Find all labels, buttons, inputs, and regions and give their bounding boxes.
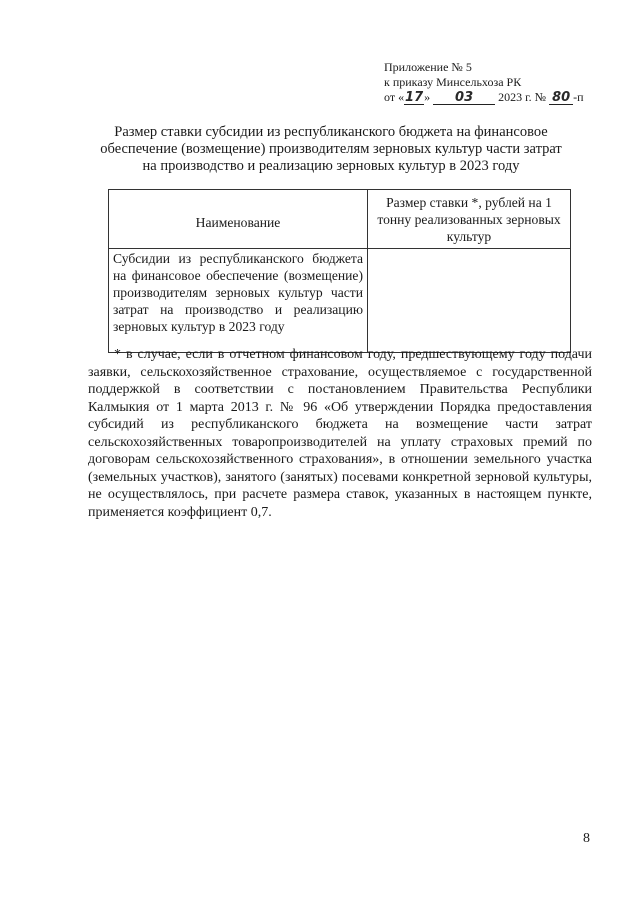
header-rate: Размер ставки *, рублей на 1 тонну реализованных зерновых культур xyxy=(368,190,571,249)
row-rate-cell xyxy=(368,249,571,353)
appendix-order-ref: к приказу Минсельхоза РК xyxy=(384,75,522,89)
order-suffix: -п xyxy=(573,90,584,104)
appendix-title: Приложение № 5 xyxy=(384,60,472,74)
row-name-cell: Субсидии из республиканского бюджета на финансовое обеспечение (возмещение) производителям зерновых культур части затрат на производство и реализацию зерновых культур в 2023 году xyxy=(109,249,368,353)
date-mid: » xyxy=(424,90,431,104)
appendix-date-line xyxy=(384,90,584,105)
table-row xyxy=(109,249,571,353)
page-number: 8 xyxy=(583,831,590,846)
date-day: 17 xyxy=(405,90,424,105)
date-month: 03 xyxy=(433,91,495,105)
appendix-header xyxy=(384,60,584,105)
footnote: * в случае, если в отчетном финансовом году, предшествующему году подачи заявки, сельскохозяйственное страхование, осуществляемое с государственной поддержкой в соответствии с постановлением Правительства Республики Калмыкия от 1 марта 2013 г. № 96 «Об утверждении Порядка предоставления субсидий из республиканского бюджета на возмещение части затрат сельскохозяйственных товаропроизводителей на уплату страховых премий по договорам сельскохозяйственного страхования», в отношении земельного участка (земельных участков), занятого (занятых) посевами конкретной зерновой культуры, не осуществлялось, при расчете размера ставок, указанных в настоящем пункте, применяется коэффициент 0,7. xyxy=(88,347,592,520)
table-header-row xyxy=(109,190,571,249)
order-number: 80 xyxy=(549,91,573,105)
document-title: Размер ставки субсидии из республиканского бюджета на финансовое обеспечение (возмещение) производителям зерновых культур части затрат на производство и реализацию зерновых культур в 2023 году xyxy=(100,124,562,174)
header-name: Наименование xyxy=(109,190,368,249)
date-prefix: от « xyxy=(384,90,405,104)
date-year-text: 2023 г. № xyxy=(498,90,547,104)
subsidy-rate-table xyxy=(108,189,571,353)
